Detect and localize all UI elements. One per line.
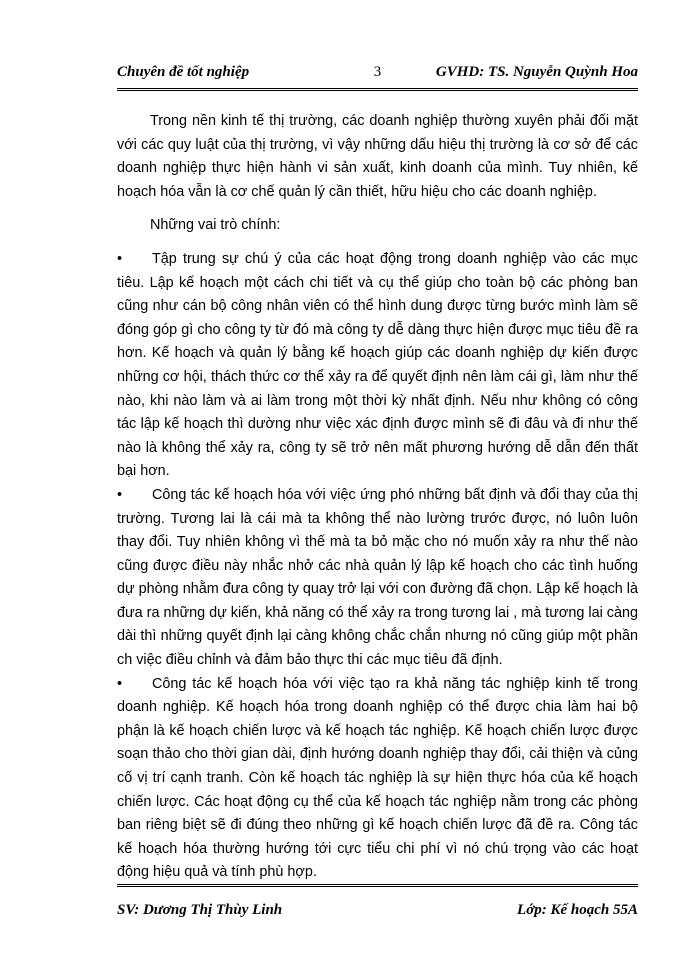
footer-student: SV: Dương Thị Thùy Linh — [117, 902, 283, 918]
page-footer — [117, 884, 638, 919]
bullet-text: Công tác kế hoạch hóa với việc tạo ra khả năng tác nghiệp kinh tế trong doanh nghiệp. Kế hoạch hóa trong doanh nghiệp có thể được chia làm hai bộ phận là kế hoạch chiến lược và kế hoạch tác nghiệp. Kế hoạch chiến lược được soạn thảo cho thời gian dài, định hướng doanh nghiệp thay đổi, cải thiện và củng cố vị trí cạnh tranh. Còn kế hoạch tác nghiệp là sự hiện thực hóa của kế hoạch chiến lược. Các hoạt động cụ thể của kế hoạch tác nghiệp nằm trong các phòng ban riêng biệt sẽ đi đúng theo những gì kế hoạch chiến lược đã đề ra. Công tác kế hoạch hóa thường hướng tới cực tiểu chi phí vì nó chú trọng vào các hoạt động hiệu quả và tính phù hợp. — [117, 675, 638, 881]
intro-paragraph: Trong nền kinh tế thị trường, các doanh nghiệp thường xuyên phải đối mặt với các quy luật của thị trường, vì vậy những dấu hiệu thị trường là cơ sở để các doanh nghiệp thực hiện hành vi sản xuất, kinh doanh của mình. Tuy nhiên, kế hoạch hóa vẫn là cơ chế quản lý cần thiết, hữu hiệu cho các doanh nghiệp. — [117, 113, 638, 200]
header-supervisor: GVHD: TS. Nguyễn Quỳnh Hoa — [435, 64, 638, 80]
bullet-icon: • — [117, 486, 123, 503]
bullet-item — [117, 673, 638, 885]
page-number: 3 — [373, 64, 382, 80]
roles-heading: Những vai trò chính: — [150, 217, 281, 234]
footer-class: Lớp: Kế hoạch 55A — [517, 902, 638, 918]
bullet-icon: • — [117, 675, 123, 692]
bullet-text: Tập trung sự chú ý của các hoạt động trong doanh nghiệp vào các mục tiêu. Lập kế hoạch một cách chi tiết và cụ thể giúp cho toàn bộ các phòng ban cũng như cán bộ công nhân viên có thể hình dung được từng bước mình làm sẽ đóng góp gì cho công ty từ đó mà công ty dễ dàng thực hiện được mục tiêu đề ra hơn. Kế hoạch và quản lý bằng kế hoạch giúp các doanh nghiệp dự kiến được những cơ hội, thách thức cơ thể xảy ra để quyết định nên làm cái gì, làm như thế nào, khi nào làm và ai làm trong một thời kỳ nhất định. Nếu như không có công tác lập kế hoạch thì dường như việc xác định được mình sẽ đi đâu và đi như thế nào là không thể xảy ra, công ty sẽ trở nên mất phương hướng dễ dẫn đến thất bại hơn. — [117, 250, 638, 480]
page-header — [117, 64, 638, 91]
bullet-item — [117, 248, 638, 484]
document-body — [117, 110, 638, 885]
bullet-item — [117, 484, 638, 673]
bullet-text: Công tác kế hoạch hóa với việc ứng phó những bất định và đổi thay của thị trường. Tương lai là cái mà ta không thể nào lường trước được, nó luôn luôn thay đổi. Tuy nhiên không vì thế mà ta bỏ mặc cho nó muốn xảy ra như thế nào cũng được điều này nhắc nhở các nhà quản lý lập kế hoạch cho các tình huống dự phòng nhằm đưa công ty quay trở lại với con đường đã chọn. Lập kế hoạch là đưa ra những dự kiến, khả năng có thể xảy ra trong tương lai , mà tương lai càng dài thì những quyết định lại càng không chắc chắn nhưng nó cũng giúp một phần ch việc điều chỉnh và đảm bảo thực thi các mục tiêu đã định. — [117, 486, 638, 669]
bullet-icon: • — [117, 250, 123, 267]
header-document-type: Chuyên đề tốt nghiệp — [117, 64, 250, 80]
